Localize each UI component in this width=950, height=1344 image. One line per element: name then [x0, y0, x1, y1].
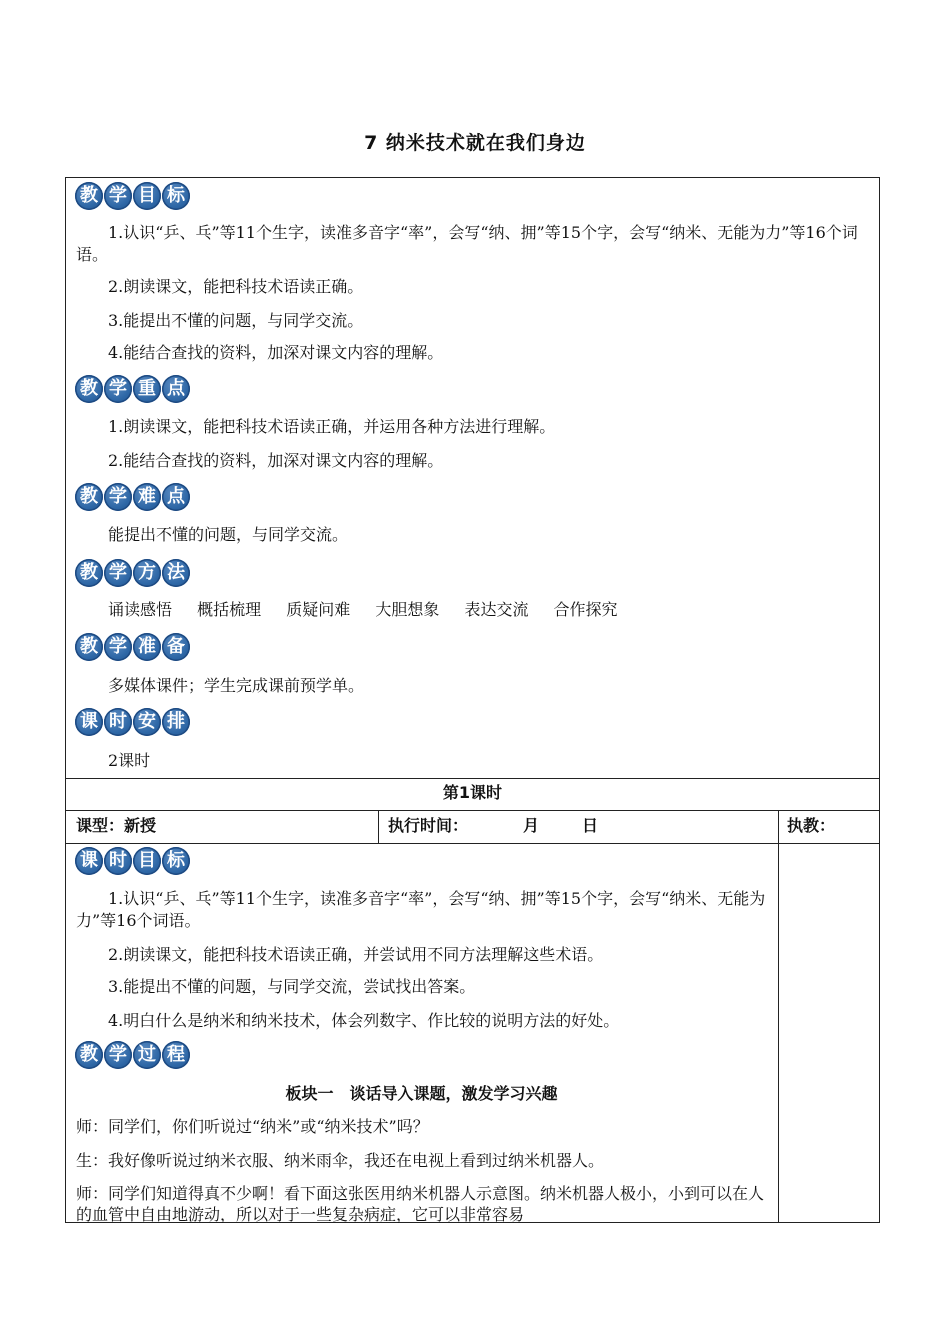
- section-badge-lesson-goals: [75, 847, 190, 875]
- dialogue-line-3: 师：同学们知道得真不少啊！看下面这张医用纳米机器人示意图。纳米机器人极小，小到可以在人的血管中自由地游动，所以对于一些复杂病症，它可以非常容易: [76, 1184, 765, 1223]
- month-label: 月: [523, 816, 540, 835]
- lesson-goal-2: 2.朗读课文，能把科技术语读正确，并尝试用不同方法理解这些术语。: [108, 945, 604, 964]
- method-item: 大胆想象: [375, 600, 440, 619]
- section-badge-preparation: [75, 633, 190, 661]
- block-title: 板块一 谈话导入课题，激发学习兴趣: [285, 1084, 558, 1103]
- key-point-1: 1.朗读课文，能把科技术语读正确，并运用各种方法进行理解。: [108, 417, 556, 436]
- method-item: 概括梳理: [197, 600, 262, 619]
- dialogue-line-2: 生：我好像听说过纳米衣服、纳米雨伞，我还在电视上看到过纳米机器人。: [76, 1151, 605, 1170]
- badge-char: 标: [162, 182, 190, 210]
- col-divider-time: [378, 810, 379, 843]
- badge-char: 教: [75, 182, 103, 210]
- badge-char: 点: [162, 375, 190, 403]
- badge-char: 程: [162, 1041, 190, 1069]
- badge-char: 目: [133, 847, 161, 875]
- badge-char: 方: [133, 559, 161, 587]
- lesson-type: 课型：新授: [76, 816, 157, 835]
- methods-list: [108, 600, 638, 620]
- badge-char: 标: [162, 847, 190, 875]
- preparation-item: 多媒体课件；学生完成课前预学单。: [108, 676, 365, 695]
- badge-char: 重: [133, 375, 161, 403]
- method-item: 表达交流: [464, 600, 529, 619]
- teacher-label: 执教：: [787, 816, 836, 835]
- row-divider-3: [65, 843, 880, 844]
- section-badge-teaching-goals: [75, 182, 190, 210]
- goal-item-1: 1.认识“乒、乓”等11个生字，读准多音字“率”，会写“纳、拥”等15个字，会写“纳米、无能为力”等16个词语。: [76, 223, 858, 264]
- section-badge-schedule: [75, 708, 190, 736]
- badge-char: 教: [75, 375, 103, 403]
- section-badge-key-points: [75, 375, 190, 403]
- col-divider-teacher: [778, 810, 779, 1223]
- badge-char: 学: [104, 633, 132, 661]
- badge-char: 难: [133, 483, 161, 511]
- badge-char: 教: [75, 559, 103, 587]
- method-item: 质疑问难: [286, 600, 351, 619]
- badge-char: 法: [162, 559, 190, 587]
- page-title: 7 纳米技术就在我们身边: [364, 132, 586, 154]
- key-point-2: 2.能结合查找的资料，加深对课文内容的理解。: [108, 451, 444, 470]
- badge-char: 教: [75, 483, 103, 511]
- lesson-goal-1: 1.认识“乒、乓”等11个生字，读准多音字“率”，会写“纳、拥”等15个字，会写“纳米、无能为力”等16个词语。: [76, 889, 766, 930]
- badge-char: 学: [104, 375, 132, 403]
- lesson-goal-3: 3.能提出不懂的问题，与同学交流，尝试找出答案。: [108, 977, 476, 996]
- badge-char: 课: [75, 847, 103, 875]
- badge-char: 备: [162, 633, 190, 661]
- badge-char: 准: [133, 633, 161, 661]
- method-item: 合作探究: [553, 600, 618, 619]
- lesson-goal-4: 4.明白什么是纳米和纳米技术，体会列数字、作比较的说明方法的好处。: [108, 1011, 620, 1030]
- method-item: 诵读感悟: [108, 600, 173, 619]
- difficulty-item: 能提出不懂的问题，与同学交流。: [108, 525, 349, 544]
- badge-char: 点: [162, 483, 190, 511]
- section-badge-methods: [75, 559, 190, 587]
- badge-char: 学: [104, 1041, 132, 1069]
- dialogue-line-1: 师：同学们，你们听说过“纳米”或“纳米技术”吗？: [76, 1117, 429, 1136]
- badge-char: 学: [104, 559, 132, 587]
- goal-item-2: 2.朗读课文，能把科技术语读正确。: [108, 277, 364, 296]
- badge-char: 学: [104, 483, 132, 511]
- badge-char: 教: [75, 1041, 103, 1069]
- section-badge-difficulties: [75, 483, 190, 511]
- goal-item-3: 3.能提出不懂的问题，与同学交流。: [108, 311, 364, 330]
- execution-time-label: 执行时间：: [388, 816, 469, 835]
- badge-char: 安: [133, 708, 161, 736]
- row-divider-1: [65, 778, 880, 779]
- badge-char: 目: [133, 182, 161, 210]
- row-divider-2: [65, 810, 880, 811]
- badge-char: 时: [104, 708, 132, 736]
- badge-char: 教: [75, 633, 103, 661]
- section-badge-process: [75, 1041, 190, 1069]
- day-label: 日: [582, 816, 599, 835]
- badge-char: 排: [162, 708, 190, 736]
- badge-char: 过: [133, 1041, 161, 1069]
- badge-char: 学: [104, 182, 132, 210]
- schedule-item: 2课时: [108, 751, 151, 770]
- goal-item-4: 4.能结合查找的资料，加深对课文内容的理解。: [108, 343, 444, 362]
- badge-char: 课: [75, 708, 103, 736]
- badge-char: 时: [104, 847, 132, 875]
- lesson-heading: 第1课时: [442, 783, 503, 802]
